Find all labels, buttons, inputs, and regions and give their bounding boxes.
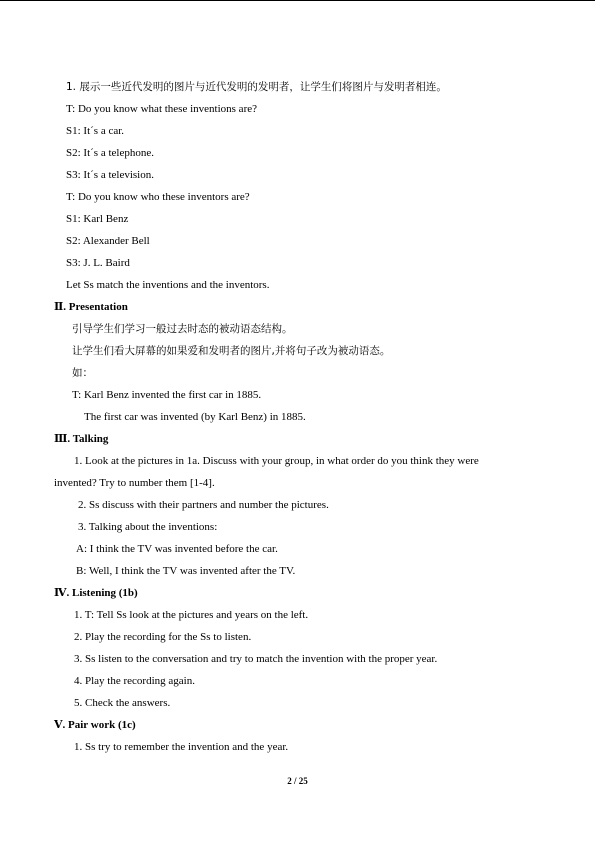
listening-step: 4. Play the recording again. bbox=[74, 675, 195, 687]
dialogue-line: T: Do you know who these inventors are? bbox=[66, 191, 250, 203]
listening-step: 3. Ss listen to the conversation and try to match the invention with the proper year. bbox=[74, 653, 438, 665]
dialogue-line: S2: Alexander Bell bbox=[66, 235, 150, 247]
top-rule bbox=[0, 0, 595, 1]
page-number: 2 / 25 bbox=[287, 776, 308, 786]
section-heading-talking: Ⅲ. Talking bbox=[54, 433, 109, 445]
dialogue-line: S1: It´s a car. bbox=[66, 125, 125, 137]
listening-step: 1. T: Tell Ss look at the pictures and years on the left. bbox=[74, 609, 309, 621]
presentation-example: The first car was invented (by Karl Benz) in 1885. bbox=[84, 411, 306, 423]
presentation-line: 引导学生们学习一般过去时态的被动语态结构。 bbox=[72, 323, 293, 335]
talking-dialogue: A: I think the TV was invented before the car. bbox=[76, 543, 278, 555]
talking-step: 3. Talking about the inventions: bbox=[78, 521, 218, 533]
dialogue-line: S1: Karl Benz bbox=[66, 213, 129, 225]
presentation-line: 如： bbox=[72, 367, 93, 379]
intro-step-1: 1. 展示一些近代发明的图片与近代发明的发明者，让学生们将图片与发明者相连。 bbox=[66, 81, 447, 93]
dialogue-line: S3: It´s a television. bbox=[66, 169, 154, 181]
presentation-example: T: Karl Benz invented the first car in 1885. bbox=[72, 389, 262, 401]
talking-step: 1. Look at the pictures in 1a. Discuss with your group, in what order do you think they were bbox=[74, 455, 479, 467]
section-heading-pair-work: Ⅴ. Pair work (1c) bbox=[54, 719, 136, 731]
talking-step: 2. Ss discuss with their partners and number the pictures. bbox=[78, 499, 329, 511]
listening-step: 2. Play the recording for the Ss to listen. bbox=[74, 631, 252, 643]
dialogue-line: T: Do you know what these inventions are? bbox=[66, 103, 257, 115]
section-heading-listening: Ⅳ. Listening (1b) bbox=[54, 587, 138, 599]
talking-dialogue: B: Well, I think the TV was invented after the TV. bbox=[76, 565, 296, 577]
listening-step: 5. Check the answers. bbox=[74, 697, 171, 709]
instruction-line: Let Ss match the inventions and the inventors. bbox=[66, 279, 270, 291]
section-heading-presentation: Ⅱ. Presentation bbox=[54, 301, 128, 313]
talking-step-continued: invented? Try to number them [1-4]. bbox=[54, 477, 215, 489]
dialogue-line: S2: It´s a telephone. bbox=[66, 147, 154, 159]
dialogue-line: S3: J. L. Baird bbox=[66, 257, 130, 269]
presentation-line: 让学生们看大屏幕的如果爱和发明者的图片,并将句子改为被动语态。 bbox=[72, 345, 391, 357]
pair-work-step: 1. Ss try to remember the invention and the year. bbox=[74, 741, 289, 753]
